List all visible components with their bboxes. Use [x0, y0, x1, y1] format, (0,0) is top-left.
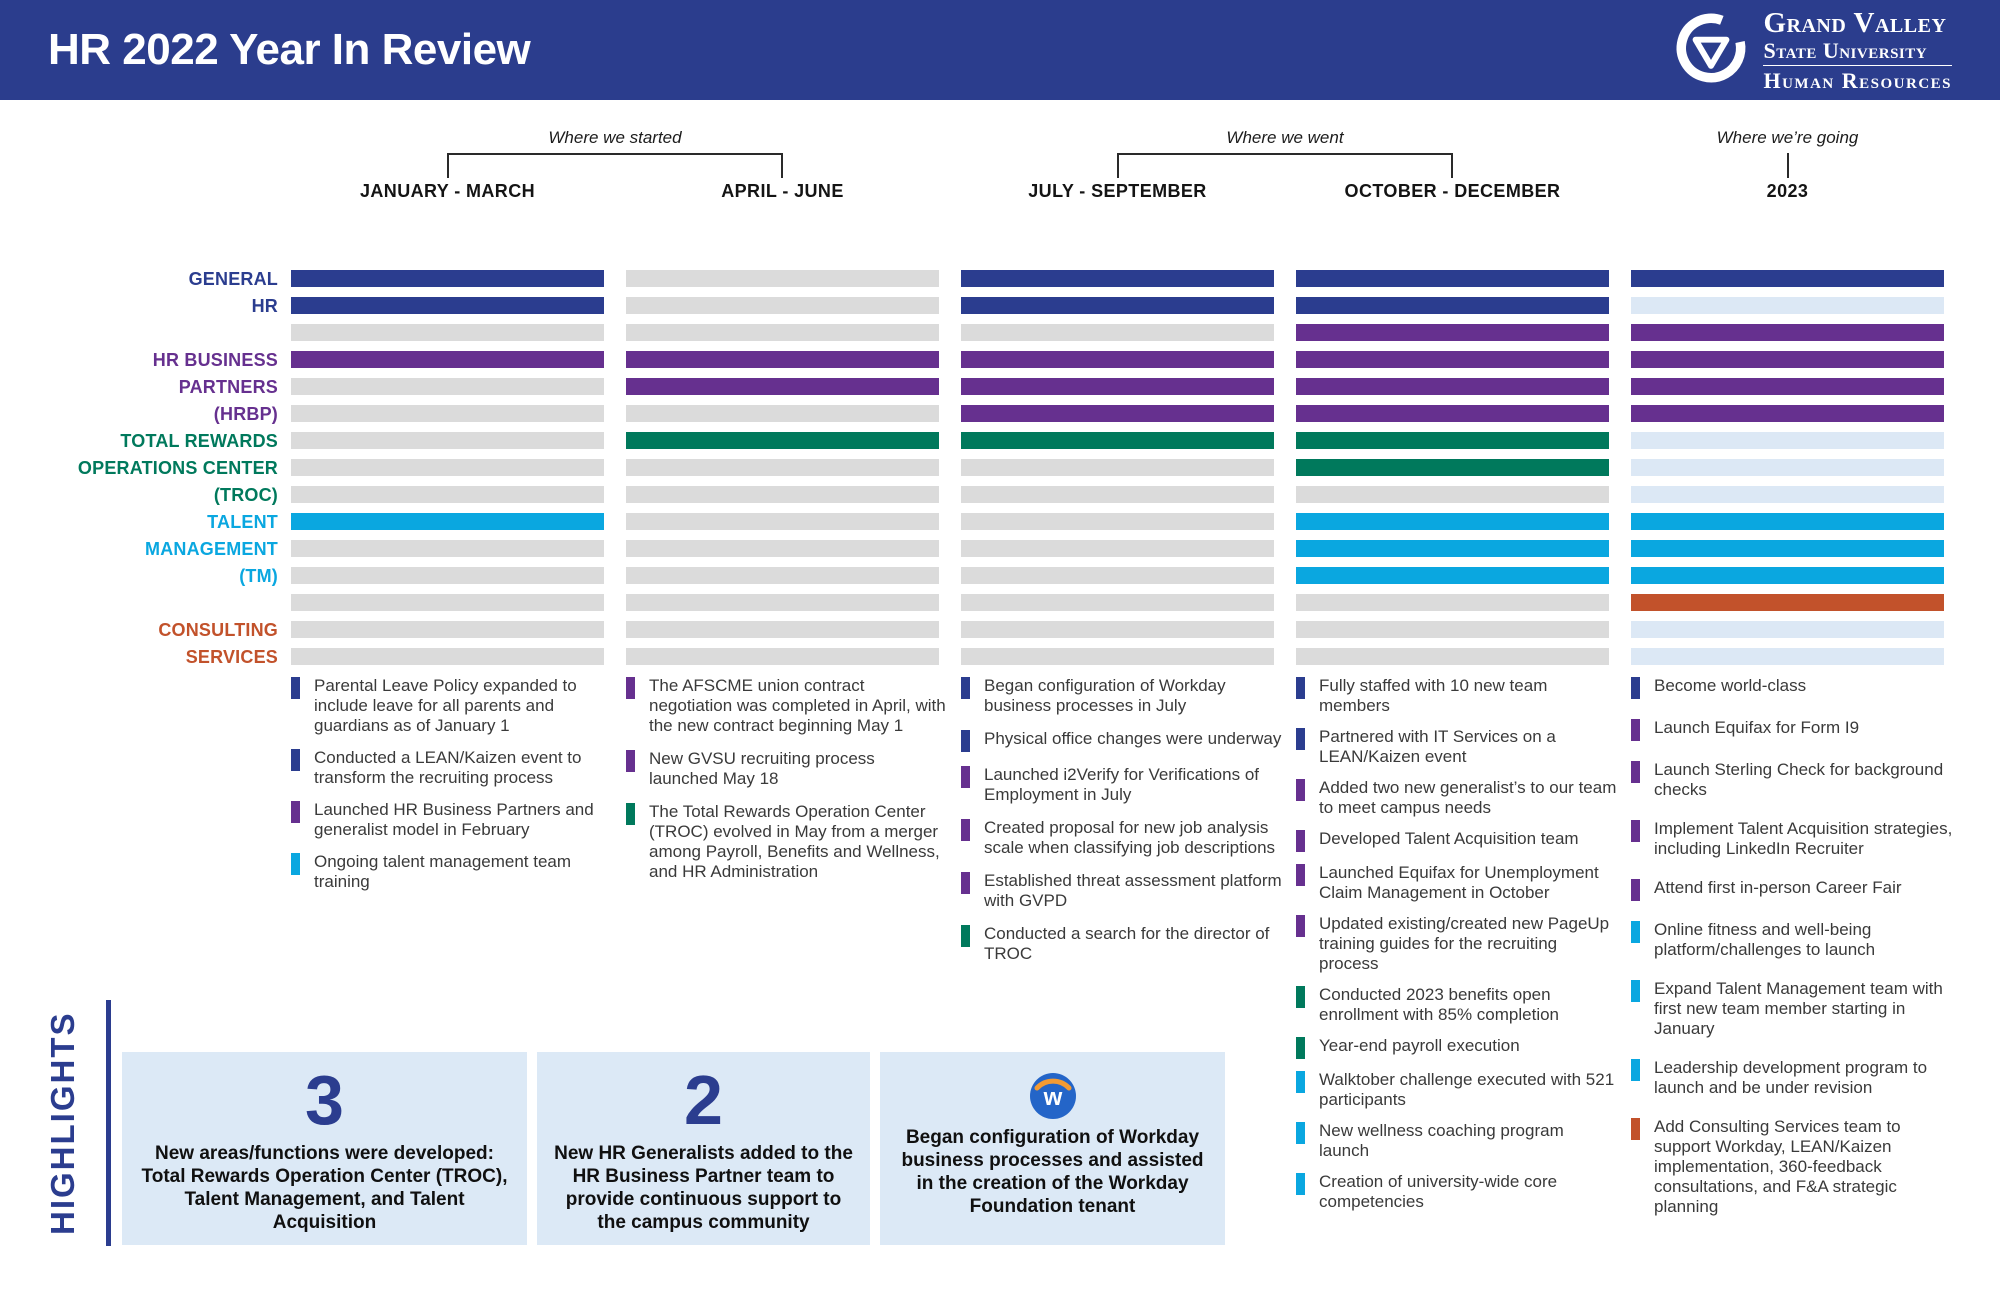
- bullet-text: Walktober challenge executed with 521 participants: [1319, 1070, 1615, 1109]
- bullet-marker: [291, 677, 300, 699]
- column-header: APRIL - JUNE: [721, 181, 844, 201]
- timeline-bar: [1296, 567, 1609, 584]
- bullet-marker: [291, 801, 300, 823]
- quarter-notes-column: [1631, 676, 1953, 1236]
- bullet-marker: [291, 853, 300, 875]
- bullet-marker: [961, 730, 970, 752]
- bullet-marker: [1296, 915, 1305, 937]
- bullet-marker: [1296, 1122, 1305, 1144]
- svg-text:w: w: [1043, 1084, 1062, 1111]
- tick-where-were-going: [1787, 153, 1789, 178]
- bullet-marker: [1631, 1118, 1640, 1140]
- bullet-text: Partnered with IT Services on a LEAN/Kaizen event: [1319, 727, 1556, 766]
- column-header: OCTOBER - DECEMBER: [1344, 181, 1561, 201]
- bullet-marker: [1296, 1173, 1305, 1195]
- timeline-bar: [291, 378, 604, 395]
- bullet-item: [1631, 1117, 1953, 1217]
- timeline-bar: [1296, 297, 1609, 314]
- bullet-text: Attend first in-person Career Fair: [1654, 878, 1902, 897]
- quarter-notes-column: [626, 676, 948, 895]
- bullet-item: [291, 676, 613, 736]
- bullet-marker: [1631, 1059, 1640, 1081]
- timeline-bar: [1631, 567, 1944, 584]
- bullet-text: Launch Sterling Check for background checks: [1654, 760, 1944, 799]
- category-label-line: HR BUSINESS: [152, 350, 278, 370]
- timeline-bar: [1296, 270, 1609, 287]
- timeline-bar: [291, 567, 604, 584]
- bullet-item: [1631, 760, 1953, 800]
- bullet-text: Updated existing/created new PageUp training guides for the recruiting process: [1319, 914, 1610, 973]
- bullet-item: [1296, 1172, 1618, 1212]
- category-label-consulting: [0, 617, 278, 671]
- bullet-item: [1296, 985, 1618, 1025]
- bullet-item: [961, 765, 1283, 805]
- bullet-item: [1296, 914, 1618, 974]
- timeline-bar: [626, 594, 939, 611]
- bullet-marker: [626, 677, 635, 699]
- bullet-marker: [1296, 864, 1305, 886]
- column-header: JULY - SEPTEMBER: [1028, 181, 1207, 201]
- bullet-text: Online fitness and well-being platform/challenges to launch: [1654, 920, 1876, 959]
- timeline-bar: [626, 432, 939, 449]
- timeline-bar: [1631, 405, 1944, 422]
- bullet-text: Fully staffed with 10 new team members: [1319, 676, 1548, 715]
- bullet-item: [291, 800, 613, 840]
- bracket-where-we-started: [447, 153, 783, 178]
- timeline-bar: [626, 513, 939, 530]
- timeline-bar: [961, 567, 1274, 584]
- timeline-bar: [1631, 648, 1944, 665]
- bullet-marker: [1631, 980, 1640, 1002]
- page-title: HR 2022 Year In Review: [48, 25, 531, 74]
- category-label-line: MANAGEMENT: [145, 539, 278, 559]
- timeline-bar: [961, 486, 1274, 503]
- timeline-bar: [291, 594, 604, 611]
- timeline-bar: [1631, 297, 1944, 314]
- bullet-text: New GVSU recruiting process launched May 18: [649, 749, 875, 788]
- highlight-stat: 3: [305, 1061, 344, 1139]
- quarter-notes-column: [291, 676, 613, 904]
- bullet-marker: [961, 819, 970, 841]
- timeline-bar: [1296, 432, 1609, 449]
- bullet-text: New wellness coaching program launch: [1319, 1121, 1564, 1160]
- timeline-bar: [961, 405, 1274, 422]
- timeline-bar: [1631, 594, 1944, 611]
- bullet-text: Launch Equifax for Form I9: [1654, 718, 1860, 737]
- timeline-bar: [291, 459, 604, 476]
- timeline-bar: [1296, 540, 1609, 557]
- bullet-text: Add Consulting Services team to support Workday, LEAN/Kaizen implementation, 360-feedback consultations, and F&A strategic planning: [1654, 1117, 1901, 1216]
- bullet-text: Added two new generalist’s to our team to meet campus needs: [1319, 778, 1617, 817]
- timeline-bar: [961, 270, 1274, 287]
- timeline-bar: [961, 540, 1274, 557]
- category-label-line: OPERATIONS CENTER: [77, 458, 278, 478]
- timeline-bar: [291, 621, 604, 638]
- bullet-marker: [961, 766, 970, 788]
- bullet-item: [626, 802, 948, 882]
- workday-icon: [896, 1064, 1209, 1122]
- timeline-bar: [961, 459, 1274, 476]
- bullet-text: Established threat assessment platform with GVPD: [984, 871, 1282, 910]
- bullet-marker: [1631, 761, 1640, 783]
- timeline-bar: [961, 432, 1274, 449]
- bullet-text: Conducted a LEAN/Kaizen event to transform the recruiting process: [314, 748, 582, 787]
- bullet-marker: [961, 677, 970, 699]
- quarter-notes-column: [1296, 676, 1618, 1223]
- bullet-marker: [961, 925, 970, 947]
- bullet-item: [1296, 829, 1618, 852]
- timeline-bar: [626, 324, 939, 341]
- bullet-marker: [626, 750, 635, 772]
- timeline-bar: [961, 297, 1274, 314]
- gvsu-logo-icon: [1673, 10, 1749, 91]
- timeline-bar: [1296, 351, 1609, 368]
- bullet-text: Launched Equifax for Unemployment Claim Management in October: [1319, 863, 1599, 902]
- category-label-line: HR: [251, 296, 278, 316]
- timeline-bar: [291, 270, 604, 287]
- highlight-stat: 2: [684, 1061, 723, 1139]
- logo-line3: Human Resources: [1763, 67, 1952, 93]
- timeline-bar: [961, 513, 1274, 530]
- bullet-item: [961, 818, 1283, 858]
- logo-line1: Grand Valley: [1763, 6, 1947, 39]
- timeline-bar: [1296, 486, 1609, 503]
- bullet-marker: [1631, 879, 1640, 901]
- bullet-item: [1631, 676, 1953, 699]
- category-label-general-hr: [0, 266, 278, 320]
- category-label-line: PARTNERS: [178, 377, 278, 397]
- bullet-marker: [961, 872, 970, 894]
- bullet-item: [1296, 1036, 1618, 1059]
- bullet-item: [961, 924, 1283, 964]
- bullet-item: [1296, 1121, 1618, 1161]
- category-label-line: (TROC): [213, 485, 278, 505]
- bullet-item: [291, 852, 613, 892]
- bullet-marker: [1631, 719, 1640, 741]
- header: [0, 0, 2000, 100]
- bullet-item: [291, 748, 613, 788]
- timeline-bar: [1296, 594, 1609, 611]
- highlight-box: [880, 1052, 1225, 1245]
- timeline-bar: [1631, 432, 1944, 449]
- timeline-bar: [626, 405, 939, 422]
- timeline-bar: [291, 432, 604, 449]
- timeline-bar: [626, 648, 939, 665]
- timeline-bar: [626, 567, 939, 584]
- highlight-text: Began configuration of Workday business processes and assisted in the creation of the Workday Foundation tenant: [901, 1127, 1204, 1217]
- timeline-bar: [626, 459, 939, 476]
- timeline-bar: [961, 324, 1274, 341]
- bullet-item: [961, 676, 1283, 716]
- timeline-bar: [291, 648, 604, 665]
- bullet-text: Conducted 2023 benefits open enrollment with 85% completion: [1319, 985, 1560, 1024]
- bullet-text: Created proposal for new job analysis scale when classifying job descriptions: [984, 818, 1276, 857]
- bullet-text: Launched i2Verify for Verifications of Employment in July: [984, 765, 1259, 804]
- bullet-item: [626, 676, 948, 736]
- bullet-marker: [1296, 1071, 1305, 1093]
- timeline-bar: [1631, 513, 1944, 530]
- highlight-box: [122, 1052, 527, 1245]
- timeline-bar: [961, 378, 1274, 395]
- highlights-rule: [106, 1000, 111, 1246]
- bullet-text: Creation of university-wide core competencies: [1319, 1172, 1558, 1211]
- highlights-heading: HIGHLIGHTS: [44, 1011, 81, 1235]
- timeline-bar: [1631, 351, 1944, 368]
- bullet-item: [1631, 878, 1953, 901]
- timeline-bar: [1296, 648, 1609, 665]
- bullet-text: Parental Leave Policy expanded to include leave for all parents and guardians as of January 1: [314, 676, 577, 735]
- timeline-bar: [291, 297, 604, 314]
- bracket-where-we-went: [1117, 153, 1453, 178]
- timeline-bar: [291, 540, 604, 557]
- timeline-bar: [626, 270, 939, 287]
- bullet-text: Conducted a search for the director of TROC: [984, 924, 1270, 963]
- bullet-marker: [1296, 986, 1305, 1008]
- timeline-bar: [961, 648, 1274, 665]
- logo-line2: State University: [1763, 39, 1952, 66]
- bullet-marker: [291, 749, 300, 771]
- timeline-bar: [1631, 540, 1944, 557]
- bullet-item: [1631, 718, 1953, 741]
- bullet-item: [1631, 819, 1953, 859]
- bullet-text: Year-end payroll execution: [1319, 1036, 1520, 1055]
- category-label-line: (HRBP): [213, 404, 278, 424]
- bullet-text: Physical office changes were underway: [984, 729, 1282, 748]
- timeline-bar: [961, 621, 1274, 638]
- timeline-bar: [291, 351, 604, 368]
- category-label-hrbp: [0, 347, 278, 428]
- quarter-notes-column: [961, 676, 1283, 977]
- bullet-marker: [1631, 921, 1640, 943]
- timeline-bar: [1631, 270, 1944, 287]
- bullet-text: Began configuration of Workday business processes in July: [984, 676, 1226, 715]
- bullet-item: [1296, 676, 1618, 716]
- highlight-text: New HR Generalists added to the HR Business Partner team to provide continuous support to the campus community: [554, 1143, 853, 1233]
- timeline-bar: [626, 540, 939, 557]
- bullet-item: [1296, 778, 1618, 818]
- bullet-text: Launched HR Business Partners and generalist model in February: [314, 800, 594, 839]
- timeline-bar: [1631, 324, 1944, 341]
- category-label-troc: [0, 428, 278, 509]
- bullet-text: The Total Rewards Operation Center (TROC) evolved in May from a merger among Payroll, Benefits and Wellness, and HR Administration: [649, 802, 940, 881]
- timeline-bar: [1631, 621, 1944, 638]
- bullet-text: Leadership development program to launch and be under revision: [1654, 1058, 1928, 1097]
- timeline-bar: [1296, 378, 1609, 395]
- bracket-label-where-we-went: Where we went: [1226, 128, 1344, 147]
- highlight-box: [537, 1052, 870, 1245]
- column-header: 2023: [1766, 181, 1809, 201]
- bullet-item: [961, 871, 1283, 911]
- timeline-bar: [626, 486, 939, 503]
- category-label-line: CONSULTING: [158, 620, 278, 640]
- gvsu-logo-text: [1763, 8, 1952, 93]
- timeline-bar: [1296, 324, 1609, 341]
- bullet-text: Become world-class: [1654, 676, 1807, 695]
- bullet-item: [626, 749, 948, 789]
- timeline-bar: [626, 378, 939, 395]
- timeline-bar: [626, 351, 939, 368]
- bullet-item: [1631, 920, 1953, 960]
- highlight-text: New areas/functions were developed: Total Rewards Operation Center (TROC), Talent Management, and Talent Acquisition: [141, 1143, 508, 1233]
- timeline-bar: [291, 513, 604, 530]
- timeline-bar: [291, 405, 604, 422]
- timeline-bar: [1631, 378, 1944, 395]
- timeline-bar: [626, 621, 939, 638]
- bullet-marker: [1631, 677, 1640, 699]
- bullet-marker: [1296, 779, 1305, 801]
- bullet-marker: [1296, 677, 1305, 699]
- timeline-bar: [626, 297, 939, 314]
- bullet-text: Expand Talent Management team with first new team member starting in January: [1654, 979, 1943, 1038]
- bullet-marker: [1631, 820, 1640, 842]
- bullet-marker: [1296, 830, 1305, 852]
- category-label-line: (TM): [239, 566, 278, 586]
- bracket-label-where-were-going: Where we’re going: [1716, 128, 1859, 147]
- bullet-item: [1296, 727, 1618, 767]
- timeline-bar: [1296, 459, 1609, 476]
- timeline-bar: [1631, 459, 1944, 476]
- bullet-text: The AFSCME union contract negotiation was completed in April, with the new contract beginning May 1: [649, 676, 946, 735]
- bullet-marker: [1296, 728, 1305, 750]
- timeline-bar: [291, 486, 604, 503]
- category-label-line: TOTAL REWARDS: [120, 431, 278, 451]
- bullet-item: [1631, 1058, 1953, 1098]
- timeline-bar: [1631, 486, 1944, 503]
- bullet-text: Developed Talent Acquisition team: [1319, 829, 1579, 848]
- timeline-bar: [1296, 621, 1609, 638]
- column-header: JANUARY - MARCH: [359, 181, 535, 201]
- bullet-text: Implement Talent Acquisition strategies, including LinkedIn Recruiter: [1654, 819, 1953, 858]
- category-label-tm: [0, 509, 278, 590]
- category-label-line: SERVICES: [185, 647, 278, 667]
- bullet-marker: [626, 803, 635, 825]
- bracket-label-where-we-started: Where we started: [548, 128, 682, 147]
- bullet-marker: [1296, 1037, 1305, 1059]
- bullet-item: [961, 729, 1283, 752]
- timeline-bar: [1296, 405, 1609, 422]
- category-label-line: GENERAL: [188, 269, 278, 289]
- timeline-bar: [961, 594, 1274, 611]
- category-label-line: TALENT: [207, 512, 278, 532]
- bullet-item: [1631, 979, 1953, 1039]
- bullet-item: [1296, 863, 1618, 903]
- bullet-item: [1296, 1070, 1618, 1110]
- timeline-bar: [291, 324, 604, 341]
- gvsu-logo: [1673, 8, 1952, 93]
- timeline-bar: [1296, 513, 1609, 530]
- timeline-bar: [961, 351, 1274, 368]
- bullet-text: Ongoing talent management team training: [314, 852, 572, 891]
